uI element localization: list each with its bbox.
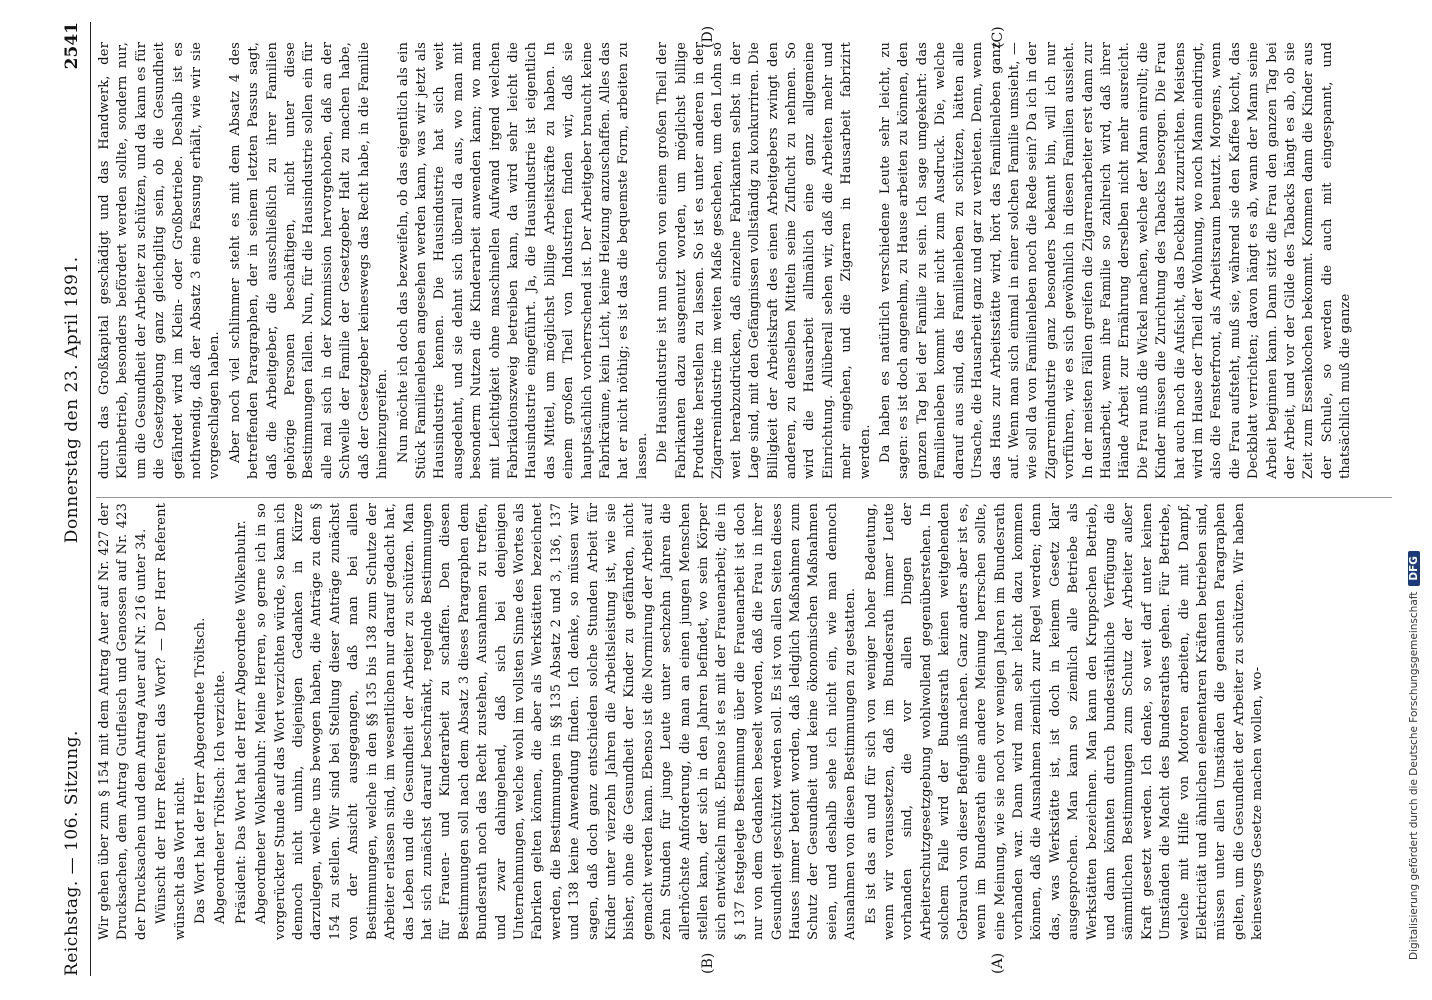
speech-paragraph: Da haben es natürlich verschiedene Leute sehr leicht, zu sagen: es ist doch angenehm, zu Hause arbeiten zu können, den ganzen Tag bei der Familie zu sein. Ich sage umgekehrt: das Familienleben kommt hier nicht zum Ausdruck. Die, welche darauf aus sind, das Familienleben zu schützen, hätten alle Ursache, die Hausarbeit ganz und gar zu verbieten. Denn, wenn das Haus zur Arbeitsstätte wird, hört das Familienleben ganz auf. Wenn man sich einmal in einer solchen Familie umsieht, — wie soll da von Familienleben noch die Rede sein? Da ich in der Zigarrenindustrie ganz besonders bekannt bin, will ich nur vorführen, wie es sich gewöhnlich in diesen Familien aussieht. In der meisten Fällen greifen die Zigarrenarbeiter erst dann zur Hausarbeit, wenn ihre Familie so zahlreich wird, daß ihrer Hände Arbeit zur Ernährung derselben nicht mehr ausreicht. Die Frau muß die Wickel machen, welche der Mann einrollt; die Kinder müssen die Zurichtung des Tabacks besorgen. Die Frau hat auch noch die Aufsicht, das Deckblatt zuzurichten. Meistens wird im Hause der Theil der Wohnung, wo noch Mann eindringt, also die Fensterfront, als Arbeitsraum benutzt. Morgens, wenn die Frau aufsteht, muß sie, während sie den Kaffee kocht, das Deckblatt verrichten; davon hängt es ab, wann der Mann seine Arbeit beginnen kann. Dann sitzt die Frau den ganzen Tag bei der Arbeit, und vor der Gilde des Tabacks hängt es ab, ob sie Zeit zum Essenkochen bekommt. Kommen dann die Kinder aus der Schule, so werden die auch mit eingespannt, und thatsächlich muß die ganze — [878, 42, 1354, 479]
speech-paragraph: Abgeordneter Wolkenbuhr: Meine Herren, so gerne ich in so vorgerückter Stunde auf das Wort verzichten würde, so kann ich dennoch nicht umhin, diejenigen Gedanken in Kürze darzulegen, welche uns bewogen haben, die Anträge zu dem § 154 zu stellen. Wir sind bei Stellung dieser Anträge zunächst von der Ansicht ausgegangen, daß man bei allen Bestimmungen, welche in den §§ 135 bis 138 zum Schutze der Arbeiter erlassen sind, im wesentlichen nur darauf gedacht hat, das Leben und die Gesundheit der Arbeiter zu schützen. Man hat sich zunächst darauf beschränkt, regelnde Bestimmungen für Frauen- und Kinderarbeit zu schaffen. Den diesen Bestimmungen soll nach dem Absatz 3 dieses Paragraphen dem Bundesrath noch das Recht zustehen, Ausnahmen zu treffen, und zwar dahingehend, daß sich bei denjenigen Unternehmungen, welche wohl im vollsten Sinne des Wortes als Fabriken gelten können, die aber als Werkstätten bezeichnet werden, die Bestimmungen in §§ 135 Absatz 2 und 3, 136, 137 und 138 keine Anwendung finden. Ich denke, so müssen wir sagen, daß doch ganz entschieden solche Stunden Arbeit für Kinder unter vierzehn Jahren die Arbeitsleistung ist, wie sie bisher, ohne die Gesundheit der Kinder zu gefährden, nicht gemacht werden kann. Ebenso ist die Normirung der Arbeit auf zehn Stunden für junge Leute unter sechzehn Jahren die allerhöchste Anforderung, die man an einen jungen Menschen stellen kann, der sich in den Jahren befindet, wo sein Körper sich entwickeln muß. Ebenso ist es mit der Frauenarbeit; die in § 137 festgelegte Bestimmung über die Frauenarbeit ist doch nur von dem Gedanken beseelt worden, daß die Frau in ihrer Gesundheit geschützt werden soll. Es ist von allen Seiten dieses Hauses immer betont worden, daß lediglich Maßnahmen zum Schutz der Gesundheit und keine ökonomischen Maßnahmen seien, und deshalb sehe ich nicht ein, wie man dennoch Ausnahmen von diesen Bestimmungen zu gestatten. — [254, 503, 859, 940]
margin-marker-c: (C) — [990, 26, 1006, 48]
speech-paragraph: Die Hausindustrie ist nun schon von einem großen Theil der Fabrikanten dazu ausgenutzt worden, um möglichst billige Produkte herstellen zu lassen. So ist es unter anderen in der Zigarrenindustrie im weiten Maße geschehen, um den Lohn so weit herabzudrücken, daß einzelne Fabrikanten selbst in der Lage sind, mit den Gefängnissen vollständig zu konkurriren. Die Billigkeit der Arbeitskraft des einen Arbeitgebers zwingt den anderen, zu denselben Mitteln seine Zuflucht zu nehmen. So wird die Hausarbeit allmählich eine ganz allgemeine Einrichtung. Allüberall sehen wir, daß die Arbeiten mehr und mehr eingehen, und die Zigarren in Hausarbeit fabrizirt werden. — [655, 42, 873, 479]
left-column — [96, 503, 1392, 940]
dfg-logo: DFG — [1408, 551, 1420, 586]
margin-marker-b: (B) — [700, 952, 716, 974]
paragraph: Wünscht der Herr Referent das Wort? — Der Herr Referent wünscht das Wort nicht. — [154, 503, 188, 940]
right-column — [96, 42, 1392, 479]
speech-paragraph: Es ist das an und für sich von weniger hoher Bedeutung, wenn wir voraussetzen, daß im Bundesrath immer Leute vorhanden sind, die vor allen Dingen der Arbeiterschutzgesetzgebung wohlwollend gegenüberstehen. In solchem Falle wird der Bundesrath keinen weitgehenden Gebrauch von dieser Befugniß machen. Ganz anders aber ist es, wenn im Bundesrath eine andere Meinung herrschen sollte, eine Meinung, wie sie noch vor wenigen Jahren im Bundesrath vorhanden war. Dann wird man sehr leicht dazu kommen können, daß die Ausnahmen ziemlich zur Regel werden; denn das, was Werkstätte ist, ist doch in keinem Gesetz klar ausgesprochen. Man kann so ziemlich alle Betriebe als Werkstätten bezeichnen. Man kann den Kruppschen Betrieb, und dann könnten durch bundesräthliche Verfügung die sämmtlichen Bestimmungen zum Schutz der Arbeiter außer Kraft gesetzt werden. Ich denke, so weit darf unter keinen Umständen die Macht des Bundesrathes gehen. Für Betriebe, welche mit Hilfe von Motoren arbeiten, die mit Dampf, Elektricität und ähnlichen elementaren Kräften betrieben sind, müssen unter allen Umständen die genannten Paragraphen gelten, um die Gesundheit der Arbeiter zu schützen. Wir haben keineswegs Gesetze machen wollen, wo- — [863, 503, 1266, 940]
running-header — [62, 22, 91, 976]
speech-paragraph: Nun möchte ich doch das bezweifeln, ob das eigentlich als ein Stück Familienleben angesehen werden kann, was wir jetzt als Hausindustrie kennen. Die Hausindustrie hat sich weit ausgedehnt, und sie dehnt sich überall da aus, wo man mit besonderm Nutzen die Kinderarbeit anwenden kann; wo man mit Leichtigkeit ohne maschinellen Aufwand irgend welchen Fabrikationszweig betreiben kann, da wird sehr leicht die Hausindustrie eingeführt. Ja, die Hausindustrie ist eigentlich das Mittel, um möglichst billige Arbeitskräfte zu haben. In einem großen Theil von Industrien finden wir, daß sie hauptsächlich vorherrschend ist. Der Arbeitgeber braucht keine Fabrikräume, kein Licht, keine Heizung anzuschaffen. Alles das hat er nicht nöthig; es ist das die bequemste Form, arbeiten zu lassen. — [395, 42, 650, 479]
margin-marker-a: (A) — [990, 952, 1006, 974]
speech-paragraph: Aber noch viel schlimmer steht es mit dem Absatz 4 des betreffenden Paragraphen, der in seinem letzten Passus sagt, daß die Arbeitgeber, die ausschließlich zu ihrer Familien gehörige Personen beschäftigen, nicht unter diese Bestimmungen fallen. Nun, für die Hausindustrie sollen ein für alle mal sich in der Kommission hervorgehoben, daß an der Schwelle der Familie der Gesetzgeber Halt zu machen habe, daß der Gesetzgeber keineswegs das Recht habe, in die Familie hineinzugreifen. — [227, 42, 391, 479]
credit-text: Digitalisierung gefördert durch die Deutsche Forschungsgemeinschaft — [1408, 591, 1420, 960]
digitization-credit — [1408, 40, 1420, 960]
paragraph: Wir gehen über zum § 154 mit dem Antrag Auer auf Nr. 427 der Drucksachen, dem Antrag Gutfleisch und Genossen auf Nr. 423 der Drucksachen und dem Antrag Auer auf Nr. 216 unter 34. — [97, 503, 149, 940]
header-date: Donnerstag den 23. April 1891. — [62, 256, 82, 544]
speech-paragraph: durch das Großkapital geschädigt und das Handwerk, der Kleinbetrieb, besonders befördert werden sollte, sondern nur, um die Gesundheit der Arbeiter zu schützen, und da kann es für die Gesetzgebung ganz gleichgiltig sein, ob die Gesundheit gefährdet wird im Klein- oder Großbetriebe. Deshalb ist es nothwendig, daß der Absatz 3 eine Fassung erhält, wie wir sie vorgeschlagen haben. — [97, 42, 223, 479]
margin-marker-d: (D) — [700, 25, 716, 48]
paragraph: Das Wort hat der Herr Abgeordnete Tröltsch. — [193, 617, 209, 924]
text-columns — [96, 42, 1392, 940]
speaker-paragraph: Präsident: Das Wort hat der Herr Abgeordnete Wolkenbuhr. — [233, 520, 249, 924]
page-number: 2541 — [62, 22, 82, 70]
speaker-paragraph: Abgeordneter Tröltsch: Ich verzichte. — [213, 670, 229, 924]
header-session: Reichstag. — 106. Sitzung. — [62, 730, 82, 976]
